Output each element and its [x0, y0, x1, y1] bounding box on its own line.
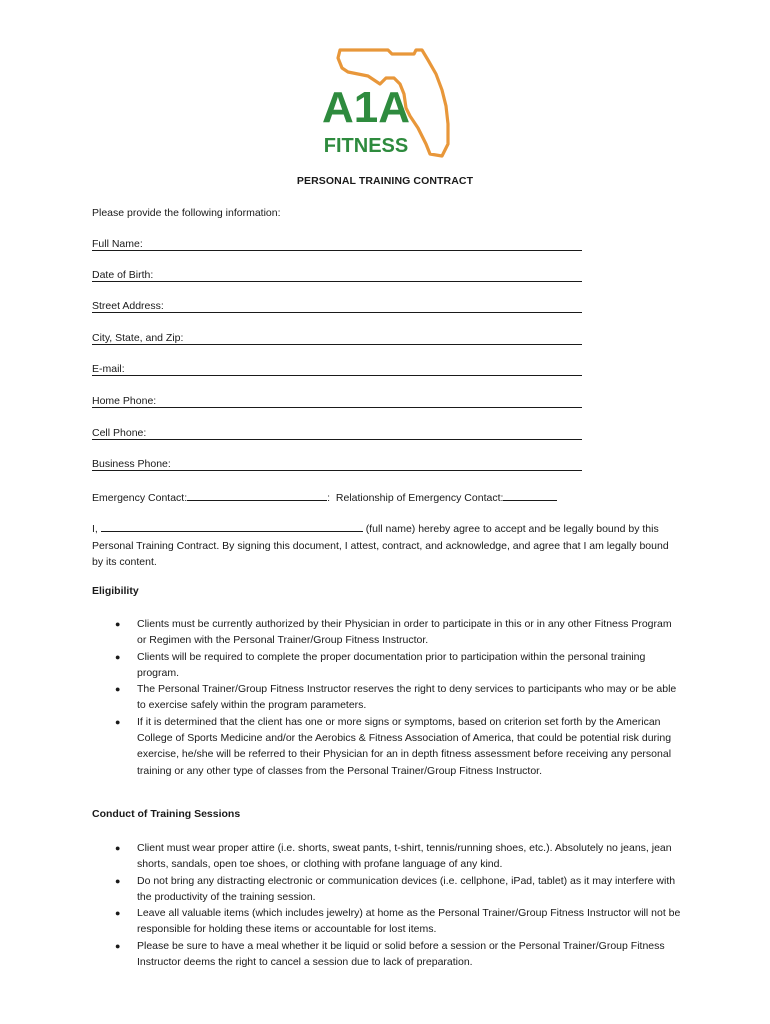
home-phone-field[interactable]	[92, 395, 582, 411]
relationship-blank[interactable]	[503, 489, 557, 501]
eligibility-heading: Eligibility	[92, 585, 139, 597]
a1a-fitness-logo	[318, 44, 454, 160]
email-label: E-mail:	[92, 363, 125, 375]
city-state-zip-field[interactable]	[92, 332, 582, 348]
bullet-icon: ●	[115, 843, 121, 853]
business-phone-field[interactable]	[92, 458, 582, 474]
conduct-list	[92, 840, 682, 970]
business-phone-label: Business Phone:	[92, 458, 171, 470]
list-item: ● Do not bring any distracting electronic or communication devices (i.e. cellphone, iPad, tablet) as it may interfere with the productivity of the training session.	[115, 874, 676, 903]
cell-phone-field[interactable]	[92, 427, 582, 443]
bullet-icon: ●	[115, 684, 121, 695]
list-item: ● Please be sure to have a meal whether it be liquid or solid before a session or the Personal Trainer/Group Fitness Instructor deems the right to cancel a session due to lack of preparation.	[115, 939, 665, 969]
logo-tagline: FITNESS	[323, 135, 409, 157]
document-title: PERSONAL TRAINING CONTRACT	[296, 175, 474, 187]
list-item: ● If it is determined that the client has one or more signs or symptoms, based on criterion set forth by the American College of Sports Medicine and/or the Aerobics & Fitness Association of America, that could be potential risk during exercise, he/she will be referred to their Physician for an in depth fitness assessment before receiving any personal training or any other type of classes from the Personal Trainer/Group Fitness Instructor.	[115, 715, 672, 777]
agreement-suffix: (full name) hereby agree to accept and be legally bound by this Personal Training Contract. By signing this document, I attest, contract, and acknowledge, and agree that I am legally bound by its content.	[92, 523, 669, 568]
logo-brand: A1A	[321, 83, 411, 132]
list-item: ● Client must wear proper attire (i.e. shorts, sweat pants, t-shirt, tennis/running shoes, etc.). Absolutely no jeans, jean shorts, sandals, open toe shoes, or clothing with profane language of any kind.	[115, 842, 672, 871]
list-item: ● Leave all valuable items (which includes jewelry) at home as the Personal Trainer/Group Fitness Instructor will not be responsible for holding these items or accountable for lost items.	[115, 907, 681, 936]
agreement-name-blank[interactable]	[101, 520, 363, 532]
relationship-label: Relationship of Emergency Contact:	[335, 492, 504, 504]
street-address-label: Street Address:	[92, 300, 164, 312]
list-item: ● Clients will be required to complete the proper documentation prior to participation within the personal training program.	[115, 650, 646, 679]
email-field[interactable]	[92, 363, 582, 379]
bullet-icon: ●	[115, 651, 121, 662]
bullet-icon: ●	[115, 716, 121, 727]
city-state-zip-label: City, State, and Zip:	[92, 332, 184, 344]
agreement-paragraph	[92, 520, 682, 571]
home-phone-label: Home Phone:	[92, 395, 157, 407]
agreement-prefix: I,	[92, 523, 98, 535]
dob-field[interactable]	[92, 269, 582, 285]
bullet-icon: ●	[115, 940, 121, 951]
bullet-icon: ●	[115, 619, 121, 629]
intro-text: Please provide the following information:	[92, 207, 281, 219]
conduct-heading: Conduct of Training Sessions	[92, 808, 241, 820]
dob-label: Date of Birth:	[92, 269, 154, 281]
list-item: ● Clients must be currently authorized by their Physician in order to participate in this or in any other Fitness Program or Regimen with the Personal Trainer/Group Fitness Instructor.	[115, 618, 672, 647]
full-name-label: Full Name:	[92, 238, 143, 250]
list-item: ● The Personal Trainer/Group Fitness Instructor reserves the right to deny services to participants who may or be able to exercise safely within the program parameters.	[115, 683, 677, 712]
bullet-icon: ●	[115, 875, 121, 886]
emergency-contact-label: Emergency Contact:	[92, 492, 188, 504]
cell-phone-label: Cell Phone:	[92, 427, 147, 439]
eligibility-list	[92, 616, 682, 779]
emergency-contact-blank[interactable]	[187, 489, 327, 501]
emergency-contact-row: Emergency Contact: : Relationship of Emergency Contact:	[92, 489, 582, 506]
street-address-field[interactable]	[92, 300, 582, 316]
bullet-icon: ●	[115, 908, 121, 919]
full-name-field[interactable]	[92, 238, 582, 254]
